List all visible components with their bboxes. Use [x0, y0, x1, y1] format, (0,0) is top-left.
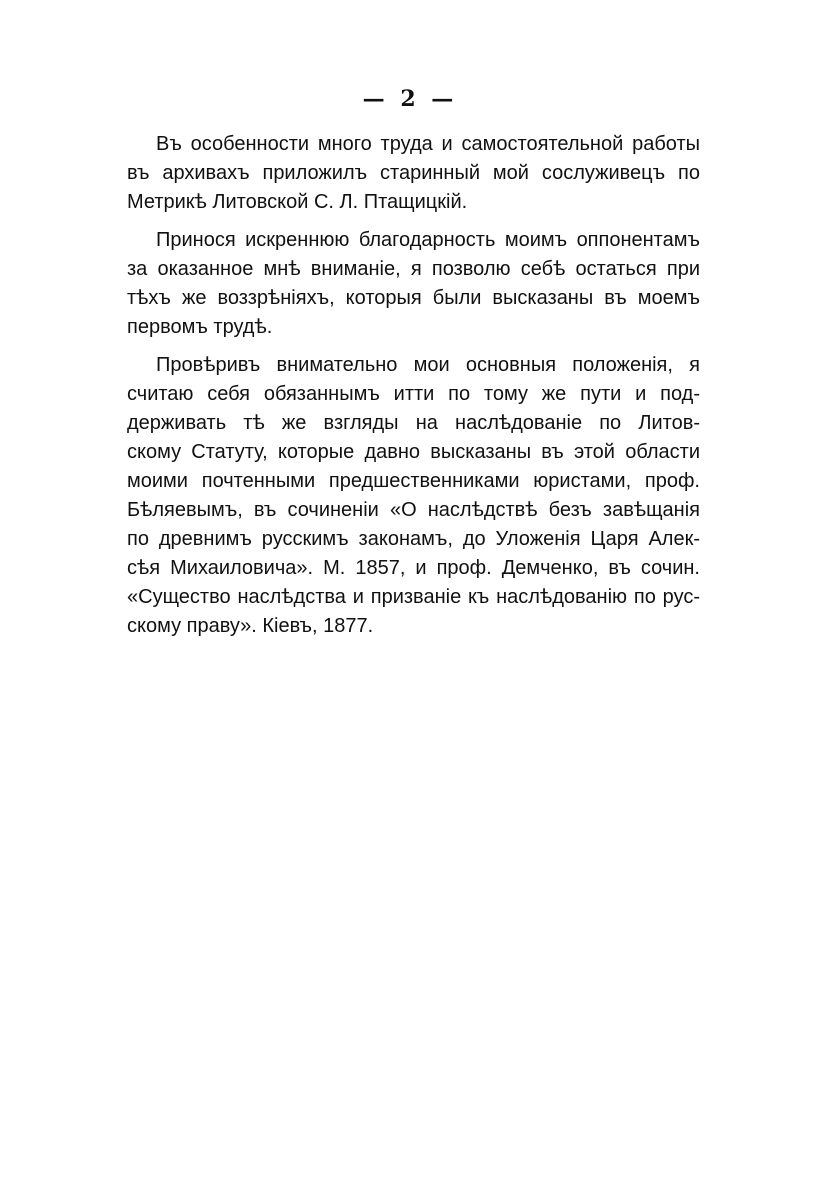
text-line: Провѣривъ внимательно мои основныя положенія, я: [156, 354, 700, 376]
paragraph-gap: [127, 342, 700, 351]
text-line: первомъ трудѣ.: [127, 316, 273, 338]
body-text: [127, 130, 700, 641]
text-line: сѣя Михаиловича». М. 1857, и проф. Демченко, въ сочин.: [127, 557, 700, 579]
text-line: Принося искреннюю благодарность моимъ оппонентамъ: [156, 229, 700, 251]
paragraph-gap: [127, 217, 700, 226]
text-line: по древнимъ русскимъ законамъ, до Уложенія Царя Алек-: [127, 528, 700, 550]
paragraph-2: [127, 226, 700, 342]
paragraph-3: [127, 351, 700, 641]
text-line: держивать тѣ же взгляды на наслѣдованіе по Литов-: [127, 412, 700, 434]
text-line: скому праву». Кіевъ, 1877.: [127, 615, 374, 637]
text-line: Въ особенности много труда и самостоятельной работы: [156, 133, 700, 155]
text-line: тѣхъ же воззрѣніяхъ, которыя были высказаны въ моемъ: [127, 287, 700, 309]
text-line: Метрикѣ Литовской С. Л. Птащицкій.: [127, 191, 468, 213]
paragraph-1: [127, 130, 700, 217]
text-line: «Существо наслѣдства и призваніе къ наслѣдованію по рус-: [127, 586, 700, 608]
page-number: — 2 —: [362, 86, 458, 112]
text-line: въ архивахъ приложилъ старинный мой сослуживецъ по: [127, 162, 700, 184]
text-line: за оказанное мнѣ вниманіе, я позволю себѣ остаться при: [127, 258, 700, 280]
text-line: скому Статуту, которые давно высказаны въ этой области: [127, 441, 700, 463]
text-line: считаю себя обязаннымъ итти по тому же пути и под-: [127, 383, 700, 405]
text-line: Бѣляевымъ, въ сочиненіи «О наслѣдствѣ безъ завѣщанія: [127, 499, 700, 521]
text-line: моими почтенными предшественниками юристами, проф.: [127, 470, 700, 492]
